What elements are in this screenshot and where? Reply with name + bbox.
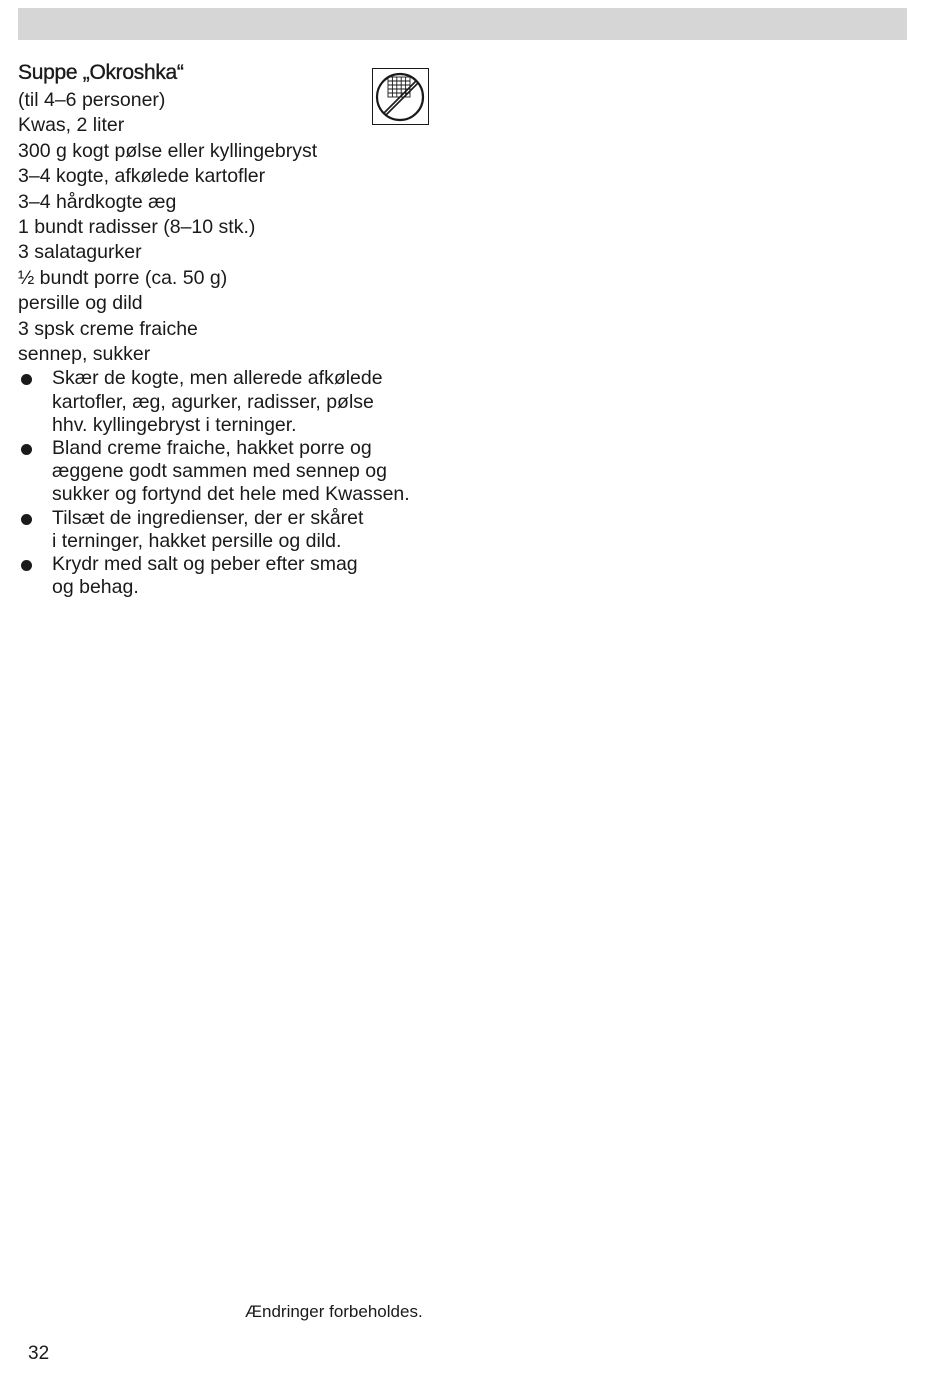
ingredient-item: 3–4 kogte, afkølede kartofler	[18, 165, 266, 188]
ingredient-item: ½ bundt porre (ca. 50 g)	[18, 266, 228, 289]
no-heating-grill-icon-graphic	[373, 69, 427, 123]
footer-note: Ændringer forbeholdes.	[245, 1302, 423, 1321]
step-text: Skær de kogte, men allerede afkølede kartofler, æg, agurker, radisser, pølse hhv. kyllingebryst i terninger.	[52, 367, 383, 436]
no-heating-grill-icon	[372, 68, 429, 125]
step-item	[18, 437, 458, 507]
ingredient-item: 3 spsk creme fraiche	[18, 317, 198, 340]
bullet-icon	[21, 514, 32, 525]
step-text: Krydr med salt og peber efter smag og behag.	[52, 553, 358, 599]
step-item	[18, 507, 458, 553]
ingredient-list	[18, 88, 458, 367]
ingredient-item: persille og dild	[18, 292, 143, 315]
ingredient-item: (til 4–6 personer)	[18, 89, 166, 111]
bullet-icon	[21, 444, 32, 455]
recipe-title: Suppe „Okroshka“	[18, 61, 184, 84]
page-number: 32	[28, 1343, 50, 1364]
ingredient-item: Kwas, 2 liter	[18, 114, 125, 137]
bullet-icon	[21, 560, 32, 571]
step-item	[18, 553, 458, 599]
ingredient-item: 3 salatagurker	[18, 241, 142, 264]
step-list	[18, 367, 458, 599]
ingredient-item: 3–4 hårdkogte æg	[18, 190, 177, 213]
ingredient-item: 300 g kogt pølse eller kyllingebryst	[18, 139, 318, 162]
ingredient-item: 1 bundt radisser (8–10 stk.)	[18, 216, 256, 239]
step-item	[18, 367, 458, 437]
step-text: Bland creme fraiche, hakket porre og æggene godt sammen med sennep og sukker og fortynd det hele med Kwassen.	[52, 437, 410, 506]
bullet-icon	[21, 374, 32, 385]
header-bar	[18, 8, 907, 40]
ingredient-item: sennep, sukker	[18, 343, 151, 366]
step-text: Tilsæt de ingredienser, der er skåret i terninger, hakket persille og dild.	[52, 506, 364, 552]
recipe	[18, 60, 458, 600]
